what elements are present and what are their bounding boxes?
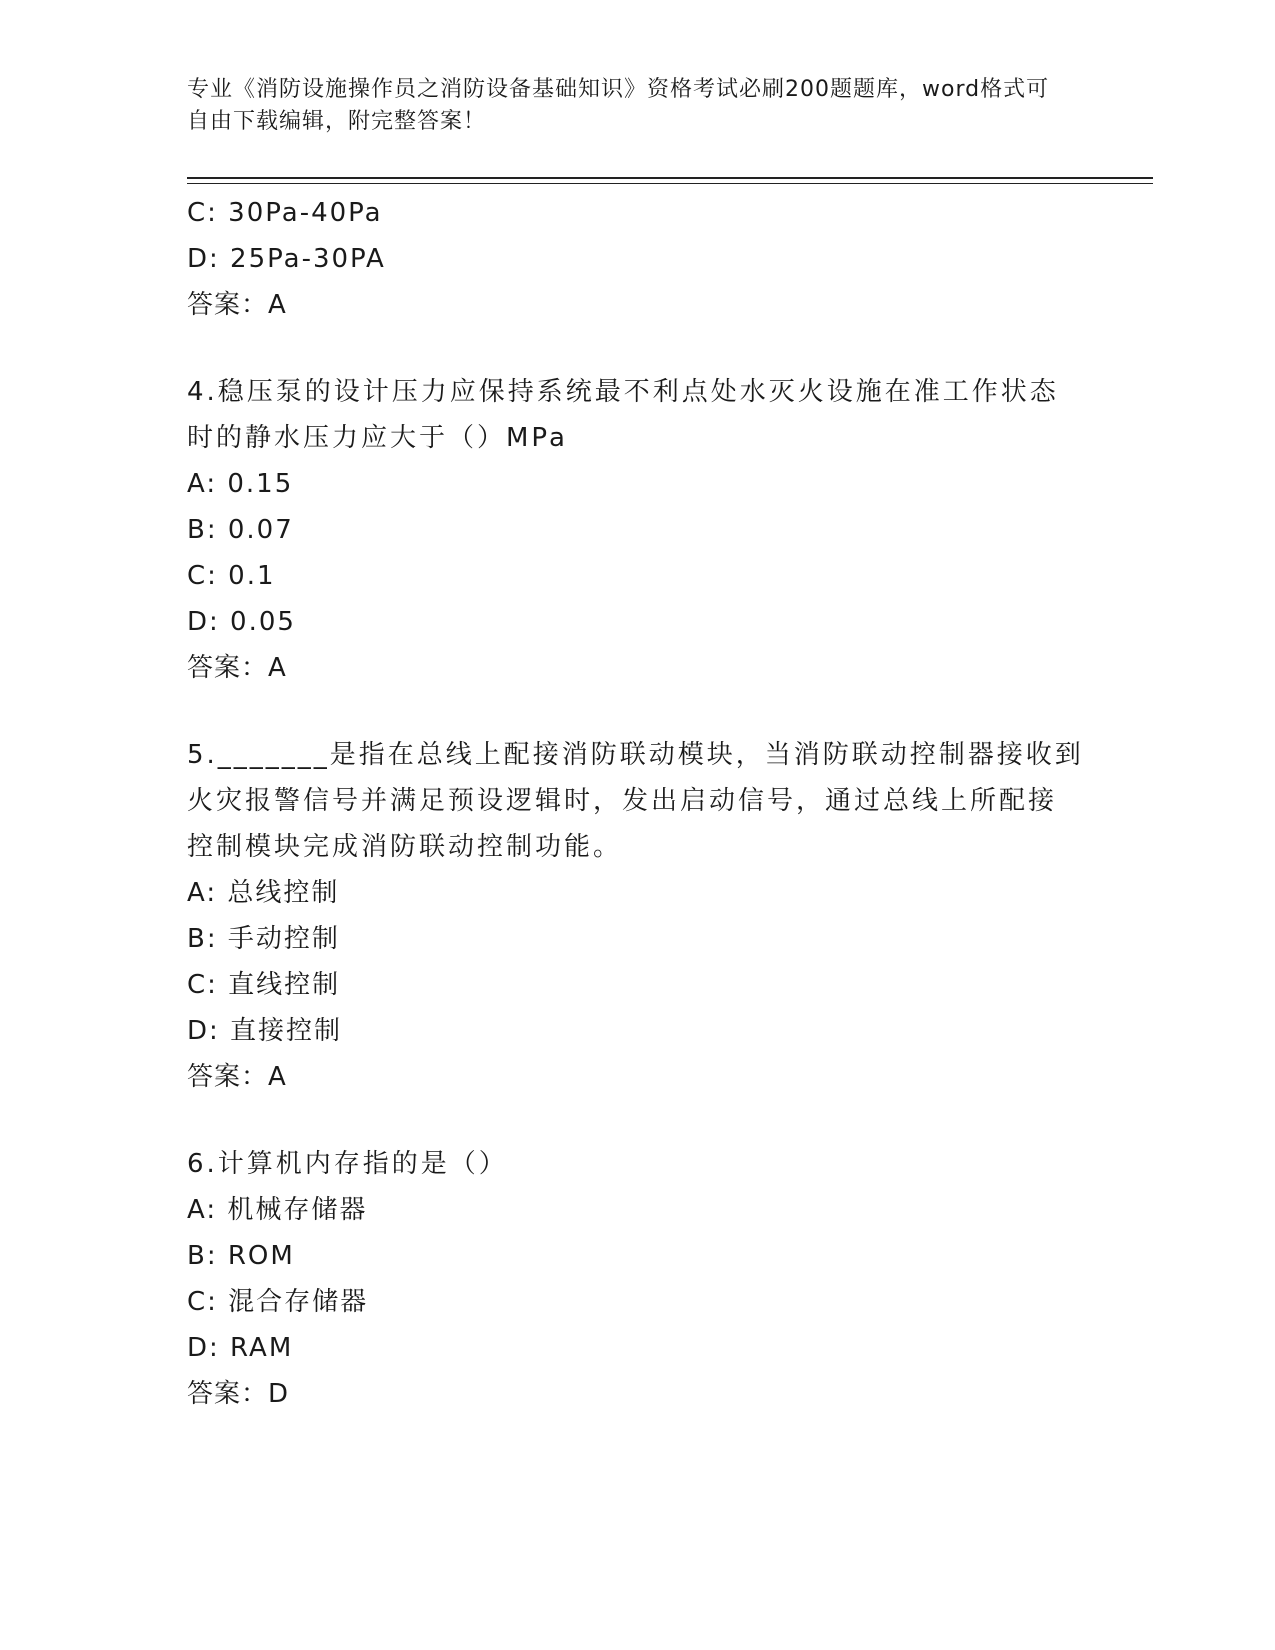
answer-line: 答案：A [187,1062,287,1092]
option-a: A: 总线控制 [187,878,340,908]
question-text-line: 时的静水压力应大于（）MPa [187,423,568,453]
question-block-4 [187,369,1087,691]
question-text-line: 5._______是指在总线上配接消防联动模块，当消防联动控制器接收到 [187,740,1084,770]
prev-question-block [187,190,1087,328]
answer-line: 答案：D [187,1379,290,1409]
option-d: D: RAM [187,1333,294,1363]
option-c: C: 0.1 [187,561,276,591]
option-b: B: 0.07 [187,515,294,545]
option-b: B: ROM [187,1241,295,1271]
option-c: C: 30Pa-40Pa [187,198,383,228]
option-c: C: 混合存储器 [187,1287,369,1317]
question-text-line: 控制模块完成消防联动控制功能。 [187,832,623,862]
option-d: D: 25Pa-30PA [187,244,386,274]
question-text-line: 火灾报警信号并满足预设逻辑时，发出启动信号，通过总线上所配接 [187,786,1058,816]
answer-line: 答案：A [187,290,287,320]
option-b: B: 手动控制 [187,924,340,954]
header-rule-thick [187,177,1153,179]
header-rule-thin [187,183,1153,184]
option-c: C: 直线控制 [187,970,341,1000]
question-block-5 [187,732,1087,1100]
question-content [187,190,1087,1417]
question-text-line: 6.计算机内存指的是（） [187,1149,508,1179]
question-text-line: 4.稳压泵的设计压力应保持系统最不利点处水灭火设施在准工作状态 [187,377,1059,407]
document-header: 专业《消防设施操作员之消防设备基础知识》资格考试必刷200题题库，word格式可自由下载编辑，附完整答案！ [187,77,1050,134]
answer-line: 答案：A [187,653,287,683]
option-a: A: 0.15 [187,469,294,499]
option-d: D: 0.05 [187,607,296,637]
option-d: D: 直接控制 [187,1016,343,1046]
option-a: A: 机械存储器 [187,1195,368,1225]
question-block-6 [187,1141,1087,1417]
